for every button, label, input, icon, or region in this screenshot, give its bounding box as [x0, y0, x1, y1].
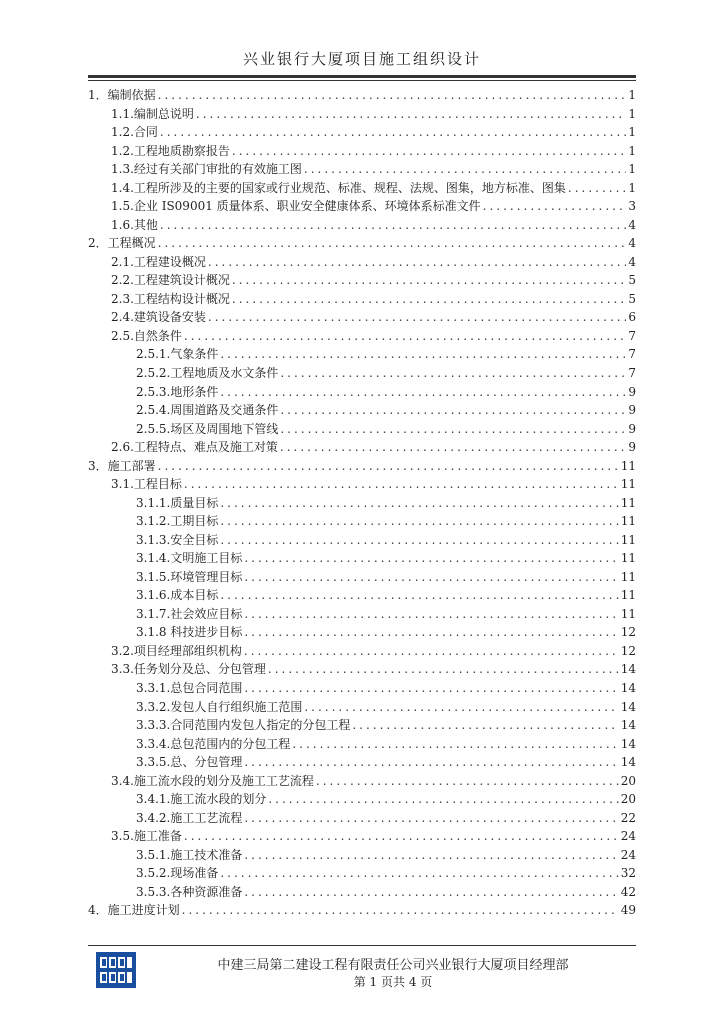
- toc-entry[interactable]: [88, 160, 636, 179]
- toc-entry-page: 12: [620, 643, 636, 658]
- toc-entry-page: 20: [620, 773, 636, 788]
- toc-leader-dots: [220, 494, 618, 513]
- toc-entry-label: 3.4.2.施工工艺流程: [136, 810, 243, 825]
- toc-leader-dots: [352, 716, 618, 735]
- toc-leader-dots: [244, 809, 618, 828]
- toc-entry-label: 3.3.3.合同范围内发包人指定的分包工程: [136, 718, 351, 733]
- toc-entry-label: 3.5.3.各种资源准备: [136, 884, 243, 899]
- toc-leader-dots: [232, 142, 626, 161]
- toc-entry[interactable]: [88, 105, 636, 124]
- toc-entry-page: 32: [620, 866, 636, 881]
- toc-entry-page: 11: [620, 569, 636, 584]
- toc-leader-dots: [292, 735, 618, 754]
- toc-entry-page: 11: [620, 495, 636, 510]
- toc-leader-dots: [483, 197, 627, 216]
- toc-entry[interactable]: [88, 660, 636, 679]
- toc-leader-dots: [244, 605, 618, 624]
- toc-entry-label: 2.6.工程特点、难点及施工对策: [111, 440, 278, 455]
- toc-entry-page: 9: [628, 384, 636, 399]
- toc-leader-dots: [160, 123, 626, 142]
- toc-entry-page: 1: [628, 180, 636, 195]
- toc-entry[interactable]: [88, 438, 636, 457]
- toc-entry-label: 1.5.企业 IS09001 质量体系、职业安全健康体系、环境体系标准文件: [111, 199, 481, 214]
- toc-entry[interactable]: [88, 271, 636, 290]
- toc-entry[interactable]: [88, 475, 636, 494]
- toc-entry-page: 24: [620, 847, 636, 862]
- toc-entry-page: 1: [628, 143, 636, 158]
- toc-entry-page: 12: [620, 625, 636, 640]
- toc-entry[interactable]: [88, 290, 636, 309]
- toc-entry-page: 11: [620, 477, 636, 492]
- toc-leader-dots: [244, 623, 618, 642]
- cscec-logo-icon: [96, 952, 136, 988]
- toc-entry-page: 5: [628, 273, 636, 288]
- toc-entry-label: 3.3.5.总、分包管理: [136, 755, 243, 770]
- toc-entry[interactable]: [88, 716, 636, 735]
- toc-entry-label: 2.3.工程结构设计概况: [111, 291, 230, 306]
- toc-entry[interactable]: [88, 308, 636, 327]
- table-of-contents: [88, 86, 636, 920]
- toc-leader-dots: [220, 586, 618, 605]
- toc-entry-page: 9: [628, 421, 636, 436]
- toc-entry-page: 7: [628, 365, 636, 380]
- toc-entry[interactable]: [88, 586, 636, 605]
- toc-entry-page: 14: [620, 662, 636, 677]
- toc-entry[interactable]: [88, 494, 636, 513]
- toc-entry-label: 2.5.3.地形条件: [136, 384, 219, 399]
- toc-entry-label: 3.1.8 科技进步目标: [136, 625, 243, 640]
- toc-entry-label: 3.1.工程目标: [111, 477, 182, 492]
- toc-entry-page: 5: [628, 291, 636, 306]
- toc-entry[interactable]: [88, 623, 636, 642]
- toc-entry-page: 9: [628, 403, 636, 418]
- toc-entry[interactable]: [88, 457, 636, 476]
- toc-entry-label: 3.1.3.安全目标: [136, 532, 219, 547]
- toc-leader-dots: [220, 864, 618, 883]
- toc-entry-page: 11: [620, 532, 636, 547]
- toc-leader-dots: [244, 846, 618, 865]
- toc-leader-dots: [158, 457, 619, 476]
- toc-entry-label: 3.3.4.总包范围内的分包工程: [136, 736, 291, 751]
- toc-entry[interactable]: [88, 642, 636, 661]
- footer-page-info: 第 1 页共 4 页: [353, 975, 433, 989]
- toc-leader-dots: [220, 512, 618, 531]
- toc-leader-dots: [244, 679, 618, 698]
- page-header-title: 兴业银行大厦项目施工组织设计: [242, 50, 481, 68]
- toc-entry[interactable]: [88, 846, 636, 865]
- footer-rule: [88, 945, 636, 946]
- toc-entry-page: 14: [620, 681, 636, 695]
- toc-entry[interactable]: [88, 234, 636, 253]
- toc-entry-label: 1.3.经过有关部门审批的有效施工图: [111, 162, 302, 177]
- toc-entry-page: 14: [620, 736, 636, 751]
- toc-entry[interactable]: [88, 383, 636, 402]
- toc-entry-label: 3.5.1.施工技术准备: [136, 847, 243, 862]
- toc-entry-label: 2.5.4.周围道路及交通条件: [136, 403, 279, 418]
- toc-entry-label: 3.2.项目经理部组织机构: [111, 643, 242, 658]
- toc-entry-page: 11: [620, 606, 636, 621]
- toc-leader-dots: [220, 345, 626, 364]
- toc-entry-label: 2．工程概况: [88, 236, 156, 251]
- toc-entry-label: 4．施工进度计划: [88, 903, 180, 918]
- toc-entry-page: 42: [620, 884, 636, 899]
- toc-entry[interactable]: [88, 142, 636, 161]
- toc-entry[interactable]: [88, 345, 636, 364]
- toc-leader-dots: [568, 179, 626, 198]
- toc-entry-label: 3.5.2.现场准备: [136, 866, 219, 881]
- toc-entry[interactable]: [88, 512, 636, 531]
- toc-entry[interactable]: [88, 179, 636, 198]
- toc-entry-label: 2.5.5.场区及周围地下管线: [136, 421, 279, 436]
- toc-entry-page: 14: [620, 699, 636, 714]
- toc-entry[interactable]: [88, 253, 636, 272]
- toc-entry-label: 3．施工部署: [88, 458, 156, 473]
- toc-entry[interactable]: [88, 698, 636, 717]
- toc-entry-label: 1.1.编制总说明: [111, 106, 194, 121]
- toc-leader-dots: [220, 531, 618, 550]
- toc-leader-dots: [158, 234, 627, 253]
- toc-entry-page: 14: [620, 755, 636, 770]
- toc-leader-dots: [316, 772, 619, 791]
- toc-entry-label: 3.5.施工准备: [111, 829, 182, 844]
- toc-entry-label: 1.2.合同: [111, 125, 158, 140]
- toc-leader-dots: [244, 568, 618, 587]
- toc-leader-dots: [280, 401, 626, 420]
- toc-leader-dots: [304, 698, 618, 717]
- toc-entry[interactable]: [88, 216, 636, 235]
- toc-entry[interactable]: [88, 364, 636, 383]
- toc-entry[interactable]: [88, 827, 636, 846]
- toc-entry[interactable]: [88, 679, 636, 698]
- toc-leader-dots: [268, 790, 618, 809]
- toc-entry-page: 20: [620, 792, 636, 807]
- toc-leader-dots: [196, 105, 626, 124]
- toc-entry-label: 3.1.5.环境管理目标: [136, 569, 243, 584]
- toc-entry-label: 2.5.1.气象条件: [136, 347, 219, 362]
- toc-entry[interactable]: [88, 753, 636, 772]
- toc-entry-label: 3.1.2.工期目标: [136, 514, 219, 529]
- toc-entry-page: 11: [620, 588, 636, 603]
- toc-entry-page: 14: [620, 718, 636, 733]
- toc-entry[interactable]: [88, 123, 636, 142]
- toc-entry-page: 1: [628, 106, 636, 121]
- toc-entry-label: 3.3.1.总包合同范围: [136, 681, 243, 695]
- toc-entry-page: 7: [628, 328, 636, 343]
- toc-entry-page: 1: [628, 125, 636, 140]
- toc-entry[interactable]: [88, 864, 636, 883]
- toc-entry-label: 3.1.6.成本目标: [136, 588, 219, 603]
- toc-entry[interactable]: [88, 809, 636, 828]
- toc-entry[interactable]: [88, 605, 636, 624]
- toc-leader-dots: [232, 290, 626, 309]
- toc-entry[interactable]: [88, 772, 636, 791]
- toc-leader-dots: [232, 271, 626, 290]
- toc-entry-page: 3: [628, 199, 636, 214]
- toc-leader-dots: [244, 642, 619, 661]
- toc-leader-dots: [208, 308, 626, 327]
- toc-entry-label: 3.1.4.文明施工目标: [136, 551, 243, 566]
- toc-leader-dots: [158, 86, 627, 105]
- toc-entry-page: 49: [620, 903, 636, 918]
- toc-entry[interactable]: [88, 901, 636, 920]
- toc-entry[interactable]: [88, 883, 636, 902]
- toc-entry[interactable]: [88, 790, 636, 809]
- toc-entry-label: 3.3.任务划分及总、分包管理: [111, 662, 266, 677]
- toc-entry-label: 2.4.建筑设备安装: [111, 310, 206, 325]
- toc-entry-page: 9: [628, 440, 636, 455]
- toc-entry[interactable]: [88, 549, 636, 568]
- header-rule: [88, 75, 636, 78]
- toc-leader-dots: [244, 753, 618, 772]
- toc-entry-label: 1.2.工程地质勘察报告: [111, 143, 230, 158]
- toc-leader-dots: [268, 660, 619, 679]
- toc-entry-page: 22: [620, 810, 636, 825]
- toc-entry[interactable]: [88, 197, 636, 216]
- toc-entry-label: 3.3.2.发包人自行组织施工范围: [136, 699, 303, 714]
- toc-entry-label: 3.4.1.施工流水段的划分: [136, 792, 267, 807]
- toc-entry-page: 1: [628, 88, 636, 102]
- header-rule-thin: [88, 80, 636, 81]
- toc-leader-dots: [184, 327, 626, 346]
- toc-leader-dots: [160, 216, 626, 235]
- toc-entry-label: 2.1.工程建设概况: [111, 254, 206, 269]
- toc-leader-dots: [184, 827, 619, 846]
- toc-entry-page: 11: [620, 551, 636, 566]
- toc-entry-label: 2.5.自然条件: [111, 328, 182, 343]
- toc-entry-label: 1.6.其他: [111, 217, 158, 232]
- toc-entry-page: 4: [628, 217, 636, 232]
- toc-entry-page: 1: [628, 162, 636, 177]
- toc-leader-dots: [244, 883, 618, 902]
- toc-leader-dots: [280, 420, 626, 439]
- toc-entry-page: 4: [628, 236, 636, 251]
- toc-entry[interactable]: [88, 420, 636, 439]
- toc-entry-label: 1．编制依据: [88, 88, 156, 102]
- toc-leader-dots: [244, 549, 618, 568]
- toc-entry-page: 6: [628, 310, 636, 325]
- toc-entry[interactable]: [88, 401, 636, 420]
- toc-leader-dots: [182, 901, 619, 920]
- toc-leader-dots: [184, 475, 619, 494]
- toc-entry[interactable]: [88, 568, 636, 587]
- toc-leader-dots: [304, 160, 626, 179]
- toc-entry-label: 3.1.7.社会效应目标: [136, 606, 243, 621]
- toc-entry-page: 4: [628, 254, 636, 269]
- toc-entry-label: 2.2.工程建筑设计概况: [111, 273, 230, 288]
- toc-entry-page: 24: [620, 829, 636, 844]
- toc-leader-dots: [280, 364, 626, 383]
- toc-leader-dots: [220, 383, 626, 402]
- toc-entry-page: 7: [628, 347, 636, 362]
- toc-entry-page: 11: [620, 458, 636, 473]
- toc-entry-label: 2.5.2.工程地质及水文条件: [136, 365, 279, 380]
- toc-entry[interactable]: [88, 735, 636, 754]
- toc-entry-label: 1.4.工程所涉及的主要的国家或行业规范、标准、规程、法规、图集，地方标准、图集: [111, 180, 566, 195]
- toc-leader-dots: [280, 438, 626, 457]
- toc-leader-dots: [208, 253, 626, 272]
- toc-entry[interactable]: [88, 531, 636, 550]
- toc-entry-label: 3.4.施工流水段的划分及施工工艺流程: [111, 773, 314, 788]
- toc-entry[interactable]: [88, 327, 636, 346]
- toc-entry-label: 3.1.1.质量目标: [136, 495, 219, 510]
- toc-entry-page: 11: [620, 514, 636, 529]
- footer-company: 中建三局第二建设工程有限责任公司兴业银行大厦项目经理部: [217, 958, 569, 973]
- toc-entry[interactable]: [88, 86, 636, 105]
